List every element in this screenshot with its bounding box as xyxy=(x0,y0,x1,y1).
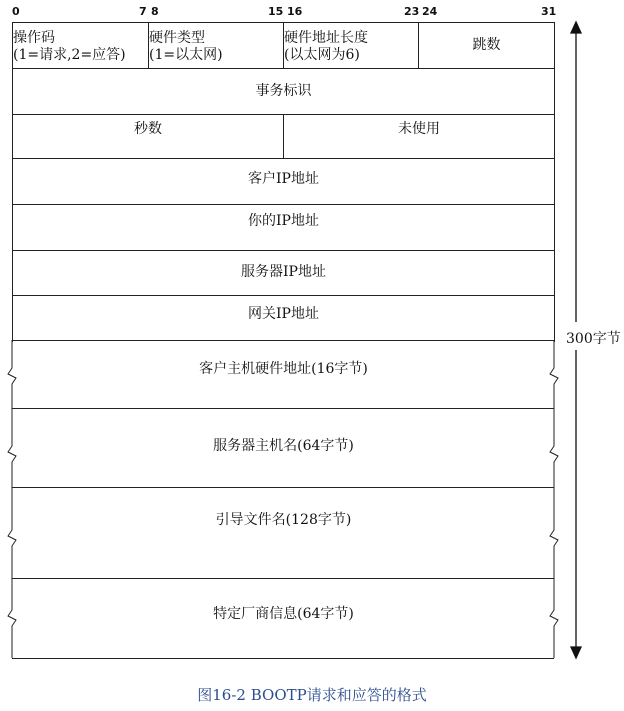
field-hardware-type xyxy=(149,23,283,68)
field-boot-filename: 引导文件名(128字节) xyxy=(215,512,352,528)
field-hardware-type-sub: (1=以太网) xyxy=(149,47,223,63)
bit-label-0: 0 xyxy=(12,5,20,18)
field-gateway-ip: 网关IP地址 xyxy=(248,306,319,322)
field-opcode-sub: (1=请求,2=应答) xyxy=(13,47,126,63)
bit-label-16: 16 xyxy=(287,5,303,18)
field-your-ip: 你的IP地址 xyxy=(248,213,319,229)
field-hardware-type-title: 硬件类型 xyxy=(149,30,205,46)
field-server-hostname: 服务器主机名(64字节) xyxy=(213,438,354,454)
field-seconds: 秒数 xyxy=(134,121,162,137)
bit-label-15: 15 xyxy=(268,5,284,18)
field-opcode xyxy=(13,23,148,68)
field-opcode-title: 操作码 xyxy=(13,30,55,46)
field-hardware-address-length-sub: (以太网为6) xyxy=(284,47,360,63)
field-vendor-info: 特定厂商信息(64字节) xyxy=(213,606,354,622)
figure-caption: 图16-2 BOOTP请求和应答的格式 xyxy=(197,686,427,704)
field-hardware-address-length-title: 硬件地址长度 xyxy=(284,30,368,46)
field-client-hardware-address: 客户主机硬件地址(16字节) xyxy=(199,361,368,377)
field-server-ip: 服务器IP地址 xyxy=(241,264,326,280)
field-unused: 未使用 xyxy=(398,121,440,137)
total-size-label: 300字节 xyxy=(566,327,621,349)
field-client-ip: 客户IP地址 xyxy=(248,171,319,187)
bit-label-23: 23 xyxy=(404,5,420,18)
bit-label-8: 8 xyxy=(151,5,159,18)
field-hardware-address-length xyxy=(284,23,418,68)
bit-label-24: 24 xyxy=(422,5,438,18)
field-transaction-id: 事务标识 xyxy=(255,83,312,99)
bit-label-31: 31 xyxy=(541,5,557,18)
bit-label-7: 7 xyxy=(139,5,147,18)
field-hops: 跳数 xyxy=(472,37,501,53)
